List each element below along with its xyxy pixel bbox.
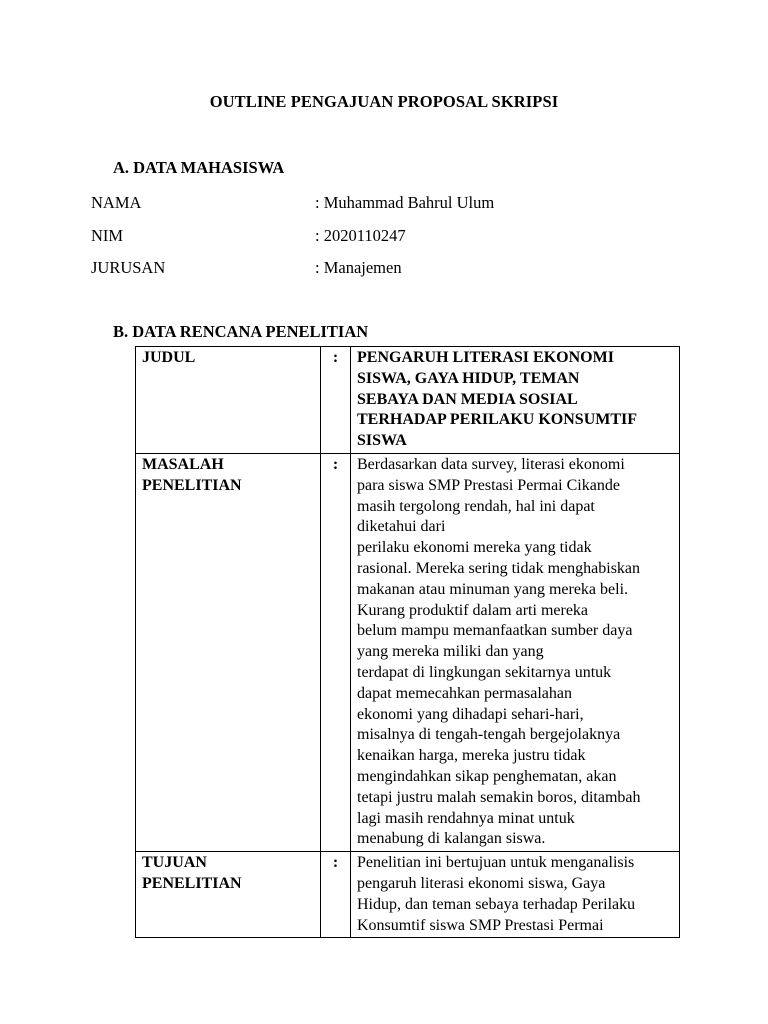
content-line: PENGARUH LITERASI EKONOMI <box>357 349 614 366</box>
content-line: Penelitian ini bertujuan untuk menganalisis <box>357 854 635 872</box>
content-line: SISWA, GAYA HIDUP, TEMAN <box>357 369 580 387</box>
field-label-nama: NAMA <box>91 193 142 212</box>
row-label-line: PENELITIAN <box>142 476 242 494</box>
content-line: lagi masih rendahnya minat untuk <box>357 809 575 827</box>
content-line: Berdasarkan data survey, literasi ekonomi <box>357 455 625 473</box>
page-title: OUTLINE PENGAJUAN PROPOSAL SKRIPSI <box>209 92 559 111</box>
content-line: Konsumtif siswa SMP Prestasi Permai <box>357 916 604 934</box>
row-content-tujuan <box>351 852 680 938</box>
content-line: mengindahkan sikap penghematan, akan <box>357 767 617 785</box>
content-line: kenaikan harga, mereka justru tidak <box>357 747 586 765</box>
content-line: pengaruh literasi ekonomi siswa, Gaya <box>357 874 606 892</box>
table-row-tujuan <box>136 852 680 938</box>
content-line: belum mampu memanfaatkan sumber daya <box>357 622 633 640</box>
field-label-jurusan: JURUSAN <box>91 258 166 277</box>
row-label-line: PENELITIAN <box>142 874 242 892</box>
table-row-masalah <box>136 453 680 851</box>
content-line: terdapat di lingkungan sekitarnya untuk <box>357 663 612 681</box>
row-label-line: TUJUAN <box>142 854 207 872</box>
field-row-nama <box>91 193 691 215</box>
row-label-tujuan <box>136 852 321 938</box>
content-line: SISWA <box>357 432 407 450</box>
field-row-jurusan <box>91 258 691 280</box>
content-line: makanan atau minuman yang mereka beli. <box>357 580 629 598</box>
content-line: masih tergolong rendah, hal ini dapat <box>357 497 595 515</box>
field-value-nim: : 2020110247 <box>315 226 406 245</box>
content-line: tetapi justru malah semakin boros, ditambah <box>357 788 641 806</box>
content-line: rasional. Mereka sering tidak menghabiskan <box>357 559 641 577</box>
content-line: ekonomi yang dihadapi sehari-hari, <box>357 705 584 723</box>
content-line: dapat memecahkan permasalahan <box>357 684 572 702</box>
row-content-judul <box>351 347 680 454</box>
content-line: TERHADAP PERILAKU KONSUMTIF <box>357 411 638 429</box>
row-label-line: JUDUL <box>142 349 196 366</box>
content-line: Hidup, dan teman sebaya terhadap Perilaku <box>357 895 636 913</box>
row-colon: : <box>321 852 351 938</box>
field-value-jurusan: : Manajemen <box>315 258 402 277</box>
row-content-masalah <box>351 453 680 851</box>
content-line: misalnya di tengah-tengah bergejolaknya <box>357 726 621 744</box>
field-row-nim <box>91 226 691 248</box>
table-row-judul <box>136 347 680 454</box>
field-value-nama: : Muhammad Bahrul Ulum <box>315 193 495 212</box>
section-b-heading: B. DATA RENCANA PENELITIAN <box>113 322 369 341</box>
content-line: para siswa SMP Prestasi Permai Cikande <box>357 476 620 494</box>
row-label-masalah <box>136 453 321 851</box>
content-line: perilaku ekonomi mereka yang tidak <box>357 539 592 557</box>
research-plan-table <box>135 346 680 938</box>
section-a-heading: A. DATA MAHASISWA <box>113 158 285 177</box>
content-line: Kurang produktif dalam arti mereka <box>357 601 589 619</box>
row-colon: : <box>321 347 351 454</box>
content-line: SEBAYA DAN MEDIA SOSIAL <box>357 390 578 408</box>
content-line: menabung di kalangan siswa. <box>357 830 546 848</box>
row-label-judul <box>136 347 321 454</box>
content-line: diketahui dari <box>357 518 446 536</box>
row-label-line: MASALAH <box>142 455 224 473</box>
content-line: yang mereka miliki dan yang <box>357 643 544 661</box>
row-colon: : <box>321 453 351 851</box>
field-label-nim: NIM <box>91 226 124 245</box>
